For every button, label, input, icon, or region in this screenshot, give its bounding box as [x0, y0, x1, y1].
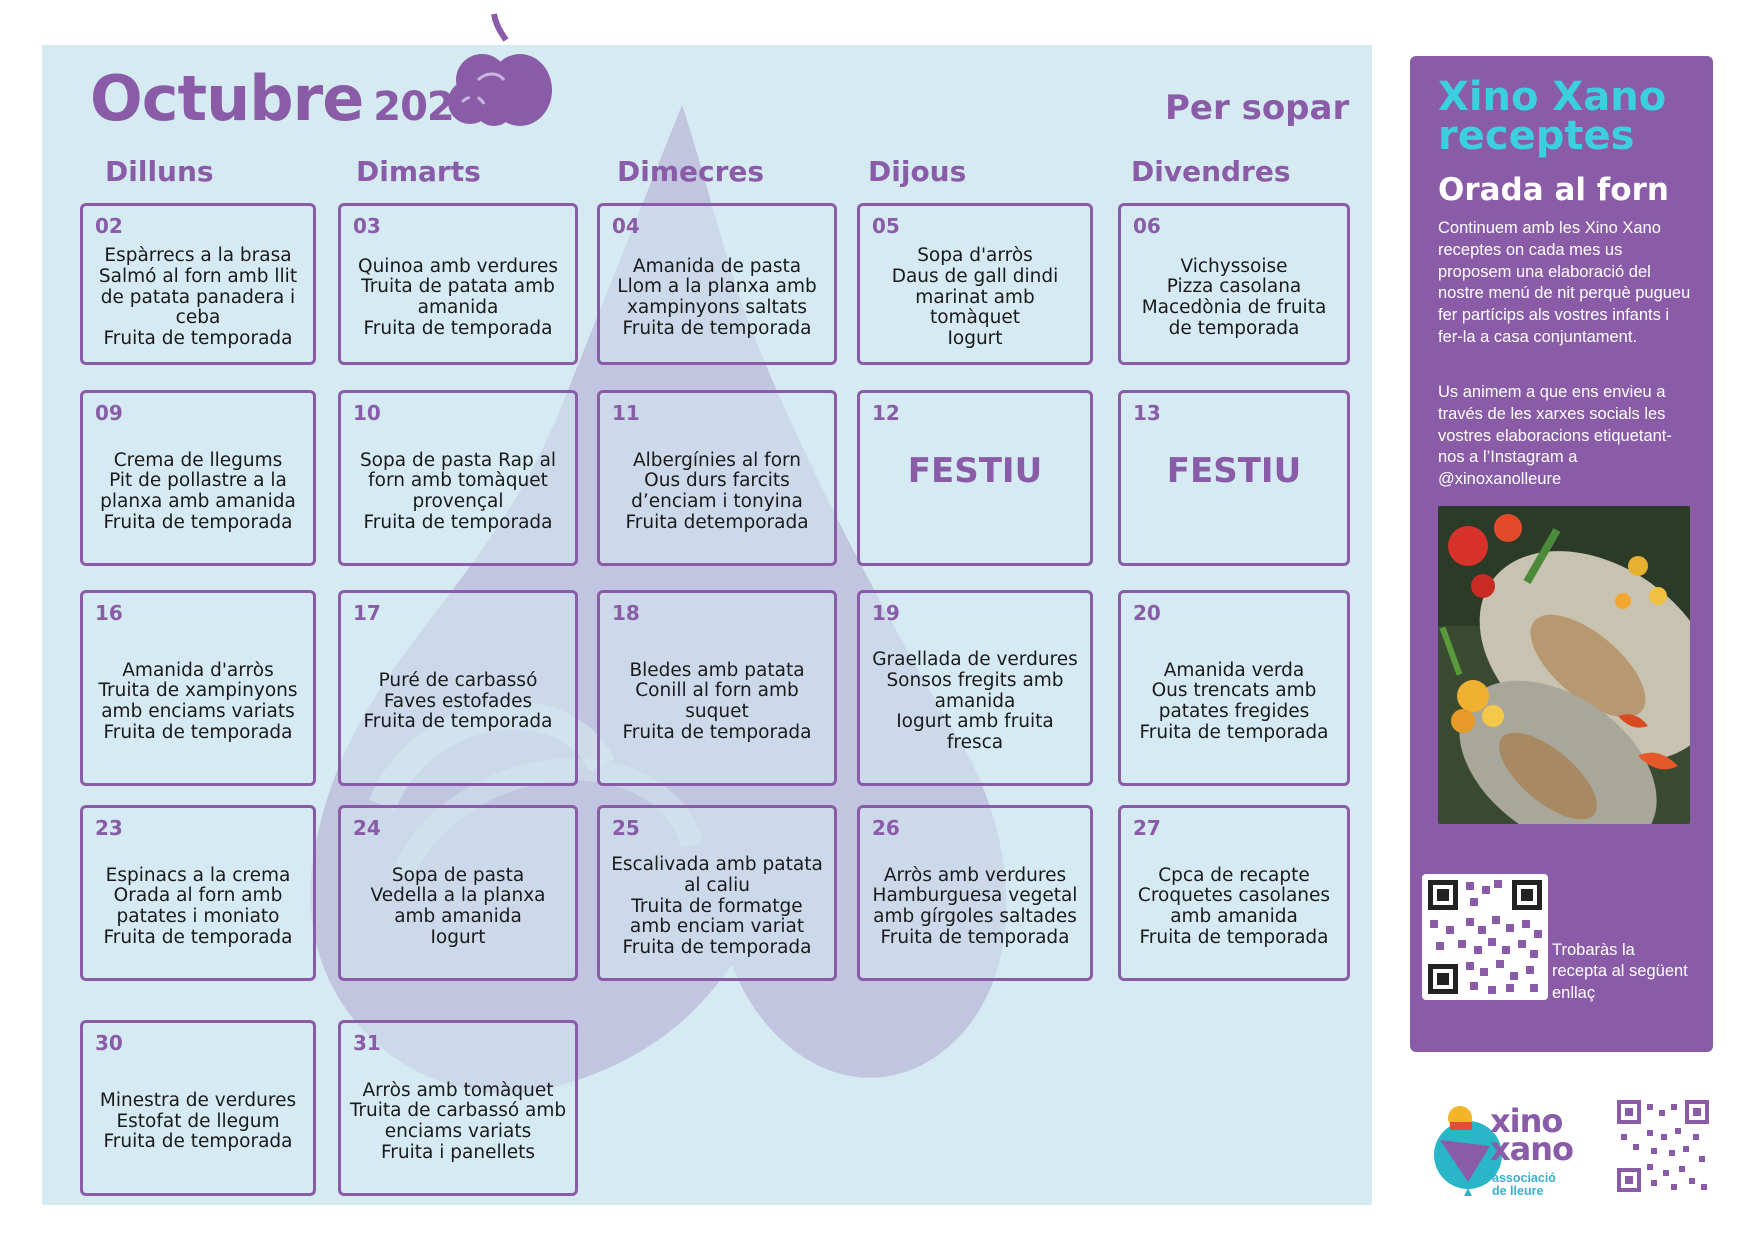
day-number: 24 — [353, 816, 381, 840]
menu-list — [349, 629, 567, 775]
brand-line-1: Xino Xano — [1438, 74, 1667, 120]
logo-line-2: xano — [1490, 1130, 1573, 1169]
logo-subtitle — [1492, 1172, 1556, 1197]
day-cell-monday — [80, 1020, 316, 1196]
menu-item: Truita de xampinyons amb enciams variats — [98, 680, 298, 722]
menu-item: Truita de formatge amb enciam variat — [629, 895, 805, 938]
day-cell-friday — [1118, 203, 1350, 365]
menu-item: Minestra de verdures — [99, 1089, 297, 1111]
menu-item: Fruita de temporada — [1139, 926, 1329, 948]
day-number: 20 — [1133, 601, 1161, 625]
menu-item: Llom a la planxa amb xampinyons saltats — [617, 276, 817, 318]
menu-item: Fruita de temporada — [363, 711, 553, 733]
day-cell-wednesday — [597, 203, 837, 365]
menu-item: Albergínies al forn — [632, 449, 802, 471]
menu-item: Orada al forn amb patates i moniato — [113, 885, 283, 927]
day-number: 31 — [353, 1031, 381, 1055]
menu-list — [349, 1059, 567, 1185]
day-cell-friday — [1118, 590, 1350, 786]
logo-sub-1: associació — [1492, 1171, 1556, 1185]
menu-item: Iogurt amb fruita fresca — [896, 711, 1054, 754]
day-cell-thursday — [857, 805, 1093, 981]
menu-item: Sopa de pasta Rap al forn amb tomàquet provençal — [359, 449, 557, 512]
menu-list — [349, 844, 567, 970]
menu-item: Pizza casolana — [1166, 276, 1302, 298]
menu-list — [349, 242, 567, 354]
menu-item: Fruita de temporada — [622, 317, 812, 339]
menu-item: Daus de gall dindi marinat amb tomàquet — [891, 265, 1059, 329]
menu-item: Amanida verda — [1163, 659, 1305, 681]
menu-item: Fruita detemporada — [625, 511, 809, 533]
menu-item: Fruita de temporada — [880, 926, 1070, 948]
day-number: 17 — [353, 601, 381, 625]
menu-item: Sopa de pasta — [391, 864, 525, 886]
menu-item: Fruita de temporada — [363, 317, 553, 339]
recipe-title: Orada al forn — [1438, 172, 1669, 208]
menu-item: Escalivada amb patata al caliu — [611, 854, 823, 896]
menu-list — [91, 429, 305, 555]
day-number: 13 — [1133, 401, 1161, 425]
day-number: 06 — [1133, 214, 1161, 238]
day-header-tuesday: Dimarts — [356, 155, 481, 188]
day-header-wednesday: Dimecres — [617, 155, 765, 188]
page-subtitle: Per sopar — [1165, 88, 1350, 128]
day-cell-friday — [1118, 390, 1350, 566]
day-number: 16 — [95, 601, 123, 625]
brand-line-2: receptes — [1438, 113, 1635, 160]
menu-item: Espinacs a la crema — [105, 864, 291, 886]
menu-item: Quinoa amb verdures — [358, 255, 558, 277]
day-cell-tuesday — [338, 203, 578, 365]
menu-item: Iogurt — [430, 926, 486, 948]
menu-list — [608, 844, 826, 970]
menu-item: Fruita de temporada — [103, 511, 293, 533]
day-number: 30 — [95, 1031, 123, 1055]
day-cell-tuesday — [338, 805, 578, 981]
day-cell-monday — [80, 805, 316, 981]
day-number: 18 — [612, 601, 640, 625]
menu-item: Amanida de pasta — [632, 255, 802, 277]
menu-list — [91, 844, 305, 970]
day-cell-wednesday — [597, 805, 837, 981]
day-cell-wednesday — [597, 390, 837, 566]
menu-item: Cpca de recapte — [1158, 864, 1310, 886]
menu-item: Fruita de temporada — [103, 1131, 293, 1153]
day-number: 27 — [1133, 816, 1161, 840]
menu-item: Salmó al forn amb llit de patata panadera i ceba — [98, 265, 298, 329]
menu-item: Sopa d'arròs — [917, 245, 1033, 267]
day-cell-thursday — [857, 590, 1093, 786]
menu-item: Vedella a la planxa amb amanida — [370, 885, 546, 927]
menu-list — [349, 429, 567, 555]
menu-list — [608, 242, 826, 354]
menu-list — [608, 429, 826, 555]
recipe-sidebar — [1410, 56, 1713, 1052]
logo-wordmark — [1490, 1102, 1573, 1169]
menu-item: Truita de patata amb amanida — [361, 276, 555, 318]
menu-list — [1129, 629, 1339, 775]
brand-title — [1438, 74, 1667, 160]
menu-item: Fruita de temporada — [622, 721, 812, 743]
recipe-photo — [1438, 506, 1690, 824]
day-cell-thursday — [857, 390, 1093, 566]
month-label: Octubre — [90, 62, 364, 135]
menu-list — [1129, 242, 1339, 354]
day-number: 03 — [353, 214, 381, 238]
menu-list — [868, 844, 1082, 970]
day-cell-tuesday — [338, 1020, 578, 1196]
menu-item: Arròs amb tomàquet — [362, 1079, 554, 1101]
day-cell-friday — [1118, 805, 1350, 981]
menu-item: Ous trencats amb patates fregides — [1151, 680, 1317, 722]
menu-item: Fruita de temporada — [622, 937, 812, 959]
menu-list — [91, 1059, 305, 1185]
day-number: 23 — [95, 816, 123, 840]
menu-item: Espàrrecs a la brasa — [104, 245, 292, 267]
day-header-thursday: Dijous — [868, 155, 967, 188]
menu-item: Ous durs farcits d’enciam i tonyina — [631, 470, 803, 512]
menu-item: Sonsos fregits amb amanida — [886, 669, 1064, 712]
menu-item: Fruita de temporada — [103, 328, 293, 350]
menu-item: Arròs amb verdures — [883, 864, 1067, 886]
day-cell-tuesday — [338, 590, 578, 786]
logo-line-1: xino — [1490, 1102, 1563, 1140]
day-number: 19 — [872, 601, 900, 625]
day-number: 12 — [872, 401, 900, 425]
menu-item: Estofat de llegum — [116, 1110, 280, 1132]
menu-item: Vichyssoise — [1180, 255, 1288, 277]
menu-item: Pit de pollastre a la planxa amb amanida — [100, 470, 296, 512]
day-cell-thursday — [857, 203, 1093, 365]
day-number: 02 — [95, 214, 123, 238]
day-number: 10 — [353, 401, 381, 425]
menu-item: Puré de carbassó — [378, 669, 538, 691]
menu-item: Fruita de temporada — [103, 721, 293, 743]
menu-item: Hamburguesa vegetal amb gírgoles saltades — [872, 885, 1078, 927]
day-number: 04 — [612, 214, 640, 238]
menu-list — [91, 629, 305, 775]
menu-item: Crema de llegums — [113, 449, 283, 471]
year-label: 2023 — [373, 84, 481, 130]
menu-item: Croquetes casolanes amb amanida — [1137, 885, 1331, 927]
day-number: 26 — [872, 816, 900, 840]
menu-item: Fruita de temporada — [103, 926, 293, 948]
menu-item: Iogurt — [947, 328, 1003, 350]
recipe-intro-text: Continuem amb les Xino Xano receptes on cada mes us proposem una elaboració del nostre menú de nit perquè pugueu fer partícips als vostres infants i fer-la a casa conjuntament. — [1438, 219, 1691, 346]
menu-list — [868, 629, 1082, 775]
day-cell-monday — [80, 203, 316, 365]
day-number: 09 — [95, 401, 123, 425]
menu-item: Graellada de verdures — [872, 649, 1078, 671]
menu-item: Fruita de temporada — [1139, 721, 1329, 743]
menu-list — [91, 242, 305, 354]
menu-item: Fruita de temporada — [363, 511, 553, 533]
qr-caption: Trobaràs la recepta al següent enllaç — [1552, 941, 1688, 1002]
day-header-friday: Divendres — [1131, 155, 1291, 188]
menu-list — [608, 629, 826, 775]
menu-item: Faves estofades — [383, 690, 533, 712]
holiday-label: FESTIU — [907, 451, 1043, 491]
page-title — [90, 62, 481, 135]
menu-item: Fruita i panellets — [381, 1141, 535, 1163]
social-invite-text: Us animem a que ens envieu a través de les xarxes socials les vostres elaboracions etiquetant-nos a l’Instagram a @xinoxanolleure — [1438, 383, 1672, 489]
day-cell-wednesday — [597, 590, 837, 786]
day-cell-monday — [80, 390, 316, 566]
day-number: 05 — [872, 214, 900, 238]
menu-list — [868, 242, 1082, 354]
logo-sub-2: de lleure — [1492, 1183, 1544, 1198]
menu-item: Macedònia de fruita de temporada — [1141, 297, 1327, 339]
day-cell-monday — [80, 590, 316, 786]
day-header-monday: Dilluns — [105, 155, 214, 188]
menu-item: Amanida d'arròs — [122, 659, 274, 681]
footer-qr-code[interactable] — [1617, 1100, 1709, 1192]
day-number: 25 — [612, 816, 640, 840]
day-number: 11 — [612, 401, 640, 425]
menu-item: Truita de carbassó amb enciams variats — [349, 1100, 567, 1142]
holiday-label: FESTIU — [1166, 451, 1302, 491]
menu-item: Conill al forn amb suquet — [635, 680, 799, 722]
day-cell-tuesday — [338, 390, 578, 566]
recipe-qr-code[interactable] — [1422, 874, 1548, 1000]
menu-list — [1129, 844, 1339, 970]
menu-item: Bledes amb patata — [629, 659, 805, 681]
